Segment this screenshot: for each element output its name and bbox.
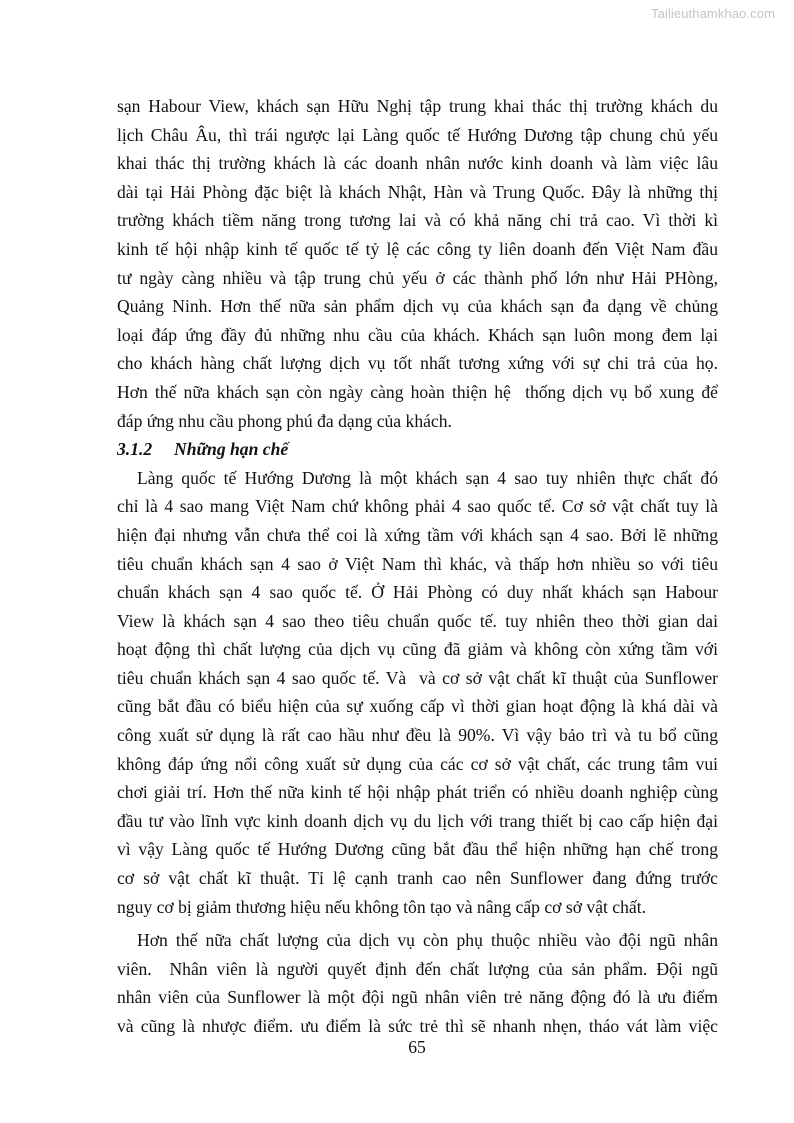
text-line: khai thác thị trường khách là các doanh nhân nước kinh doanh và làm việc lâu: [117, 153, 718, 174]
text-line: tiêu chuẩn khách sạn 4 sao ở Việt Nam thì khác, và thấp hơn nhiều so với tiêu: [117, 553, 718, 574]
paragraph: [117, 464, 718, 922]
watermark: Tailieuthamkhao.com: [651, 6, 776, 21]
text-line: viên. Nhân viên là người quyết định đến chất lượng của sản phẩm. Đội ngũ: [117, 958, 718, 979]
text-line: sạn Habour View, khách sạn Hữu Nghị tập trung khai thác thị trường khách du: [117, 96, 718, 116]
text-line: dài tại Hải Phòng đặc biệt là khách Nhật, Hàn và Trung Quốc. Đây là những thị: [117, 181, 718, 202]
section-heading: [117, 435, 718, 464]
text-line: không đáp ứng nổi công xuất sử dụng của các cơ sở vật chất, các trung tâm vui: [117, 753, 718, 774]
text-line: loại đáp ứng đầy đủ những nhu cầu của khách. Khách sạn luôn mong đem lại: [117, 324, 718, 345]
text-line: chơi giải trí. Hơn thế nữa kinh tế hội nhập phát triển có nhiều doanh nghiệp cùng: [117, 782, 718, 803]
paragraph: [117, 92, 718, 435]
section-title: Những hạn chế: [174, 439, 289, 460]
text-line: Quảng Ninh. Hơn thế nữa sản phẩm dịch vụ của khách sạn đa dạng về chủng: [117, 296, 718, 317]
text-line: trường khách tiềm năng trong tương lai và có khả năng chi trả cao. Vì thời kì: [117, 210, 718, 231]
text-line: cơ sở vật chất kĩ thuật. Tỉ lệ cạnh tranh cao nên Sunflower đang đứng trước: [117, 868, 718, 889]
text-line: đáp ứng nhu cầu phong phú đa dạng của khách.: [117, 410, 452, 431]
text-line: tư ngày càng nhiều và tập trung chủ yếu ở các thành phố lớn như Hải PHòng,: [117, 267, 718, 288]
page-number: 65: [408, 1037, 426, 1057]
text-line: vì vậy Làng quốc tế Hướng Dương cũng bắt đầu thể hiện những hạn chế trong: [117, 839, 718, 860]
text-line: và cũng là nhược điểm. ưu điểm là sức trẻ thì sẽ nhanh nhẹn, tháo vát làm việc: [117, 1016, 718, 1036]
text-line: cũng bắt đầu có biểu hiện của sự xuống cấp vì thời gian hoạt động là khá dài và: [117, 696, 718, 717]
paragraph: [117, 926, 718, 1040]
text-line: View là khách sạn 4 sao theo tiêu chuẩn quốc tế. tuy nhiên theo thời gian dai: [117, 610, 718, 631]
text-line: nguy cơ bị giảm thương hiệu nếu không tôn tạo và nâng cấp cơ sở vật chất.: [117, 896, 646, 917]
document-body: [117, 92, 718, 1041]
text-line: hiện đại nhưng vẫn chưa thể coi là xứng tầm với khách sạn 4 sao. Bởi lẽ những: [117, 524, 718, 545]
text-line: cho khách hàng chất lượng dịch vụ tốt nhất tương xứng với sự chi trả của họ.: [117, 353, 718, 374]
section-number: 3.1.2: [117, 439, 153, 460]
text-line: hoạt động thì chất lượng của dịch vụ cũng đã giảm và không còn xứng tầm với: [117, 639, 718, 660]
text-line: tiêu chuẩn khách sạn 4 sao quốc tế. Và và cơ sở vật chất kĩ thuật của Sunflower: [117, 667, 718, 688]
text-line: Hơn thế nữa khách sạn còn ngày càng hoàn thiện hệ thống dịch vụ bổ xung để: [117, 381, 718, 402]
text-line: lịch Châu Âu, thì trái ngược lại Làng quốc tế Hướng Dương tập chung chủ yếu: [117, 124, 718, 145]
text-line: Hơn thế nữa chất lượng của dịch vụ còn phụ thuộc nhiều vào đội ngũ nhân: [137, 930, 718, 951]
text-line: Làng quốc tế Hướng Dương là một khách sạn 4 sao tuy nhiên thực chất đó: [137, 467, 718, 488]
text-line: công xuất sử dụng là rất cao hầu như đều là 90%. Vì vậy bảo trì và tu bổ cũng: [117, 725, 718, 746]
text-line: chuẩn khách sạn 4 sao quốc tế. Ở Hải Phòng có duy nhất khách sạn Habour: [117, 582, 718, 603]
text-line: kinh tế hội nhập kinh tế quốc tế tỷ lệ các công ty liên doanh đến Việt Nam đầu: [117, 238, 718, 259]
text-line: chỉ là 4 sao mang Việt Nam chứ không phải 4 sao quốc tế. Cơ sở vật chất tuy là: [117, 496, 718, 517]
text-line: nhân viên của Sunflower là một đội ngũ nhân viên trẻ năng động đó là ưu điểm: [117, 987, 718, 1008]
text-line: đầu tư vào lĩnh vực kinh doanh dịch vụ du lịch với trang thiết bị cao cấp hiện đại: [117, 810, 718, 831]
